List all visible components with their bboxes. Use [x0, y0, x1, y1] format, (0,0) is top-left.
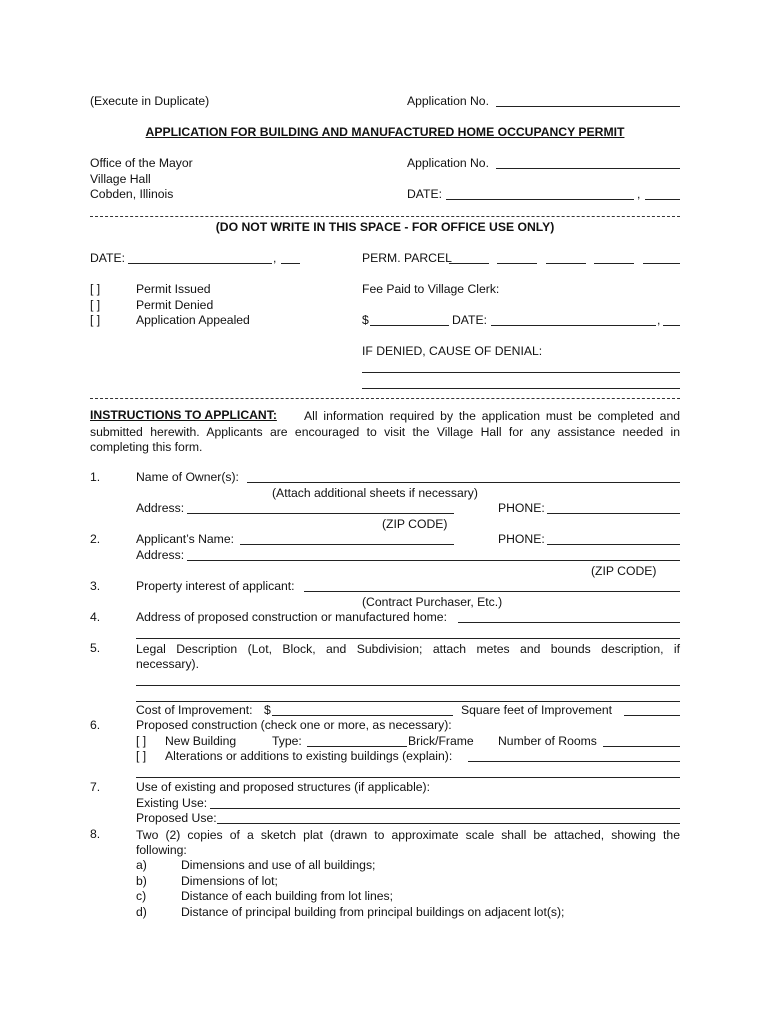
fee-date-year-field[interactable] [663, 325, 680, 326]
square-feet-label: Square feet of Improvement [461, 703, 613, 717]
alterations-checkbox[interactable]: [ ] [136, 749, 147, 763]
instructions-line-2: submitted herewith. Applicants are encouraged to visit the Village Hall for any assistance needed in [90, 425, 680, 439]
owner-address-label: Address: [136, 501, 185, 515]
denial-cause-line-2[interactable] [362, 388, 680, 389]
comma: , [273, 251, 277, 265]
use-label: Use of existing and proposed structures (if applicable): [136, 780, 431, 794]
proposed-address-label: Address of proposed construction or manufactured home: [136, 610, 447, 624]
applicant-phone-label: PHONE: [498, 532, 545, 546]
office-use-heading: (DO NOT WRITE IN THIS SPACE - FOR OFFICE USE ONLY) [215, 220, 555, 234]
subitem-text: Distance of each building from lot lines; [181, 889, 394, 903]
item-number-8: 8. [90, 827, 101, 841]
item-number-2: 2. [90, 532, 101, 546]
instructions-line-3: completing this form. [90, 440, 203, 454]
cost-dollar-sign: $ [264, 703, 271, 717]
existing-use-label: Existing Use: [136, 796, 208, 810]
applicant-address-field[interactable] [187, 560, 680, 561]
proposed-use-label: Proposed Use: [136, 811, 217, 825]
office-line-3: Cobden, Illinois [90, 187, 174, 201]
application-no-field-2[interactable] [496, 168, 680, 169]
parcel-field-1[interactable] [449, 263, 489, 264]
legal-description-line-2: necessary). [136, 657, 199, 671]
subitem-text: Dimensions and use of all buildings; [181, 858, 376, 872]
fee-paid-label: Fee Paid to Village Clerk: [362, 282, 500, 296]
item-number-4: 4. [90, 610, 101, 624]
proposed-address-line-2[interactable] [136, 638, 680, 639]
alterations-label: Alterations or additions to existing buildings (explain): [165, 749, 453, 763]
item-number-6: 6. [90, 718, 101, 732]
owner-phone-field[interactable] [547, 513, 680, 514]
sketch-plat-line-1: Two (2) copies of a sketch plat (drawn to approximate scale shall be attached, showing the [136, 828, 680, 842]
checkbox-permit-issued[interactable]: [ ] [90, 282, 101, 296]
new-building-label: New Building [165, 734, 237, 748]
subitem-letter: d) [136, 905, 147, 919]
permit-denied-label: Permit Denied [136, 298, 214, 312]
application-no-field[interactable] [496, 106, 680, 107]
type-field[interactable] [307, 746, 407, 747]
denial-cause-label: IF DENIED, CAUSE OF DENIAL: [362, 344, 543, 358]
parcel-field-5[interactable] [643, 263, 680, 264]
alterations-field-2[interactable] [136, 777, 680, 778]
rooms-field[interactable] [603, 746, 680, 747]
execute-note: (Execute in Duplicate) [90, 94, 210, 108]
divider-top [90, 216, 680, 217]
subitem-letter: a) [136, 858, 147, 872]
divider-bottom [90, 398, 680, 399]
owner-address-field[interactable] [187, 513, 454, 514]
date-year-field[interactable] [645, 199, 680, 200]
application-no-label-2: Application No. [407, 156, 489, 170]
item-number-1: 1. [90, 470, 101, 484]
owner-name-field[interactable] [247, 482, 680, 483]
attach-sheets-note: (Attach additional sheets if necessary) [272, 486, 478, 500]
comma: , [637, 187, 641, 201]
subitem-text: Distance of principal building from principal buildings on adjacent lot(s); [181, 905, 565, 919]
office-line-2: Village Hall [90, 172, 151, 186]
type-label: Type: [272, 734, 302, 748]
proposed-address-field[interactable] [458, 622, 680, 623]
office-line-1: Office of the Mayor [90, 156, 193, 170]
square-feet-field[interactable] [624, 715, 680, 716]
office-date-label: DATE: [90, 251, 125, 265]
fee-amount-field[interactable] [370, 325, 449, 326]
checkbox-permit-denied[interactable]: [ ] [90, 298, 101, 312]
instructions-heading: INSTRUCTIONS TO APPLICANT: [90, 408, 277, 422]
subitem-letter: b) [136, 874, 147, 888]
contract-purchaser-note: (Contract Purchaser, Etc.) [362, 595, 503, 609]
cost-label: Cost of Improvement: [136, 703, 253, 717]
cost-field[interactable] [272, 715, 453, 716]
date-label: DATE: [407, 187, 442, 201]
application-appealed-label: Application Appealed [136, 313, 250, 327]
application-no-label: Application No. [407, 94, 489, 108]
applicant-address-label: Address: [136, 548, 185, 562]
property-interest-field[interactable] [304, 591, 680, 592]
applicant-name-field[interactable] [240, 544, 454, 545]
zip-code-note-2: (ZIP CODE) [591, 564, 657, 578]
new-building-checkbox[interactable]: [ ] [136, 734, 147, 748]
alterations-field[interactable] [468, 761, 680, 762]
legal-description-field-2[interactable] [136, 701, 680, 702]
checkbox-application-appealed[interactable]: [ ] [90, 313, 101, 327]
proposed-use-field[interactable] [217, 823, 680, 824]
applicant-name-label: Applicant’s Name: [136, 532, 234, 546]
rooms-label: Number of Rooms [498, 734, 597, 748]
item-number-5: 5. [90, 641, 101, 655]
fee-dollar-sign: $ [362, 313, 369, 327]
proposed-construction-label: Proposed construction (check one or more, as necessary): [136, 718, 452, 732]
sketch-plat-line-2: following: [136, 843, 187, 857]
parcel-field-3[interactable] [546, 263, 586, 264]
perm-parcel-label: PERM. PARCEL [362, 251, 452, 265]
zip-code-note-1: (ZIP CODE) [382, 517, 448, 531]
form-title: APPLICATION FOR BUILDING AND MANUFACTURED HOME OCCUPANCY PERMIT [145, 125, 625, 139]
office-date-field[interactable] [128, 263, 272, 264]
legal-description-line-1: Legal Description (Lot, Block, and Subdivision; attach metes and bounds description, if [136, 642, 680, 656]
comma: , [657, 313, 661, 327]
parcel-field-4[interactable] [594, 263, 634, 264]
permit-issued-label: Permit Issued [136, 282, 211, 296]
denial-cause-line-1[interactable] [362, 372, 680, 373]
brick-frame-label: Brick/Frame [408, 734, 474, 748]
subitem-text: Dimensions of lot; [181, 874, 278, 888]
legal-description-field-1[interactable] [136, 685, 680, 686]
fee-date-field[interactable] [491, 325, 656, 326]
existing-use-field[interactable] [210, 808, 680, 809]
owner-phone-label: PHONE: [498, 501, 545, 515]
instructions-line-1: All information required by the application must be completed and [304, 409, 680, 423]
date-field[interactable] [446, 199, 634, 200]
item-number-3: 3. [90, 579, 101, 593]
office-date-year-field[interactable] [281, 263, 300, 264]
owner-name-label: Name of Owner(s): [136, 470, 239, 484]
parcel-field-2[interactable] [497, 263, 537, 264]
applicant-phone-field[interactable] [547, 544, 680, 545]
fee-date-label: DATE: [452, 313, 487, 327]
subitem-letter: c) [136, 889, 147, 903]
property-interest-label: Property interest of applicant: [136, 579, 295, 593]
item-number-7: 7. [90, 780, 101, 794]
